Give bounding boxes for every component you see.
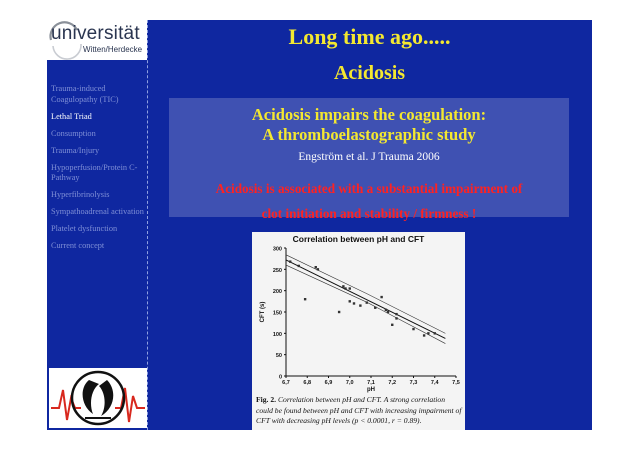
data-point [395, 317, 397, 319]
x-axis-label: pH [367, 387, 375, 393]
y-tick-label: 250 [272, 267, 282, 274]
data-point [366, 301, 368, 303]
y-tick-label: 0 [278, 374, 282, 381]
sidebar-item-platelet[interactable]: Platelet dysfunction [51, 224, 118, 233]
data-point [412, 328, 414, 330]
study-title-line2: A thromboelastographic study [262, 125, 476, 144]
data-point [338, 311, 340, 313]
sidebar-item-hypoperfusion[interactable]: Hypoperfusion/Protein C-Pathway [51, 162, 138, 182]
data-point [380, 296, 382, 298]
x-tick-label: 7,2 [388, 380, 397, 386]
slide-title: Long time ago..... [288, 24, 451, 49]
sidebar-item-hyperfibrinolysis[interactable]: Hyperfibrinolysis [51, 190, 110, 199]
y-tick-label: 300 [272, 246, 282, 253]
heartbeat-emblem-icon [49, 368, 147, 428]
data-point [385, 309, 387, 311]
x-tick-label: 6,7 [282, 380, 290, 386]
x-tick-label: 7,5 [452, 380, 460, 386]
figure-caption [256, 395, 462, 427]
data-point [359, 304, 361, 306]
slide [47, 20, 592, 430]
data-point [353, 302, 355, 304]
data-point [391, 324, 393, 326]
chart-figure [252, 232, 465, 430]
citation: Engström et al. J Trauma 2006 [298, 151, 440, 163]
logo-subtitle: Witten/Herdecke [83, 45, 143, 54]
data-point [387, 311, 389, 313]
x-tick-label: 6,9 [324, 380, 333, 386]
data-point [427, 332, 429, 334]
slide-subtitle: Acidosis [333, 62, 406, 84]
study-title [169, 105, 569, 145]
sidebar-item-sympathoadrenal[interactable]: Sympathoadrenal activation [51, 207, 144, 216]
data-point [289, 260, 291, 262]
x-tick-label: 7,0 [345, 380, 354, 386]
y-tick-label: 200 [272, 289, 282, 296]
study-panel [169, 98, 569, 221]
finding-line2: clot initiation and stability / firmness ! [261, 206, 477, 221]
scatter-chart [252, 232, 465, 394]
data-point [315, 266, 317, 268]
data-point [317, 268, 319, 270]
sidebar-item-tic[interactable]: Trauma-induced Coagulopathy (TIC) [51, 84, 119, 104]
data-point [349, 300, 351, 302]
sidebar-nav [51, 84, 145, 258]
x-tick-label: 7,1 [367, 380, 375, 386]
x-tick-label: 7,4 [430, 380, 439, 386]
regression-line [286, 260, 445, 339]
data-point [304, 298, 306, 300]
finding-line1: Acidosis is associated with a substantial impairment of [215, 181, 523, 196]
sidebar [47, 20, 148, 430]
y-tick-label: 100 [272, 331, 282, 338]
y-tick-label: 50 [275, 353, 282, 360]
data-point [434, 332, 436, 334]
caption-text: Correlation between pH and CFT. A strong correlation could be found between pH and CFT with increasing impairment of CFT with decreasing pH levels (p < 0.0001, r = 0.89). [256, 395, 462, 425]
finding [169, 176, 569, 226]
y-tick-label: 150 [272, 310, 282, 317]
sidebar-item-consumption[interactable]: Consumption [51, 128, 96, 138]
university-logo [47, 20, 147, 60]
data-point [349, 287, 351, 289]
logo-wordmark: universität [51, 23, 140, 44]
sidebar-item-current-concept[interactable]: Current concept [51, 241, 105, 250]
data-point [395, 313, 397, 315]
x-tick-label: 7,3 [409, 380, 418, 386]
sidebar-item-trauma-injury[interactable]: Trauma/Injury [51, 145, 100, 155]
ci-upper-line [286, 255, 445, 334]
sidebar-item-lethal-triad[interactable]: Lethal Triad [51, 111, 92, 121]
ci-lower-line [286, 265, 445, 344]
data-point [342, 285, 344, 287]
study-title-line1: Acidosis impairs the coagulation: [251, 105, 487, 124]
data-point [298, 265, 300, 267]
data-point [423, 334, 425, 336]
caption-label: Fig. 2. [256, 395, 277, 404]
chart-title: Correlation between pH and CFT [292, 234, 425, 244]
x-tick-label: 6,8 [303, 380, 312, 386]
data-point [344, 287, 346, 289]
y-axis-label: CFT (s) [260, 301, 266, 323]
data-point [374, 307, 376, 309]
